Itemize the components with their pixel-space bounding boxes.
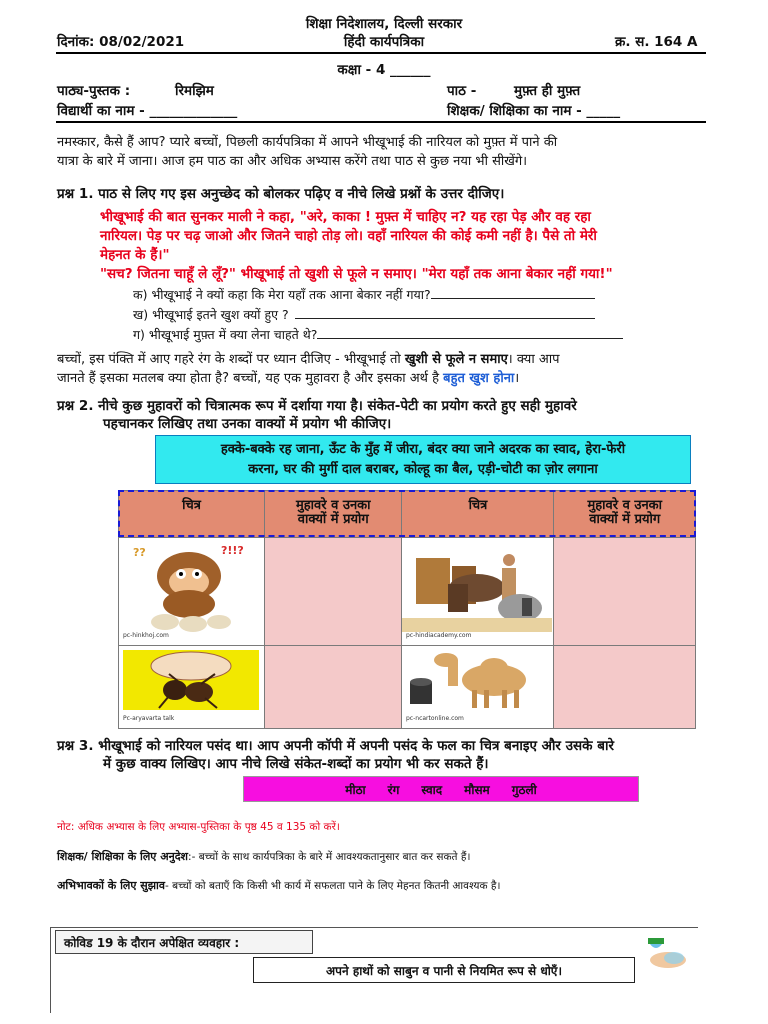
idiom-list-line: करना, घर की मुर्गी दाल बराबर, कोल्हू का बैल, एड़ी-चोटी का ज़ोर लगाना — [248, 462, 598, 477]
col-header-idiom: मुहावरे व उनका वाक्यों में प्रयोग — [264, 491, 402, 538]
picture-cell-ant — [119, 646, 265, 729]
covid-message: अपने हाथों को साबुन व पानी से नियमित रूप से धोएँ। — [253, 957, 635, 983]
picture-cell-camel — [402, 646, 554, 729]
question-c — [133, 326, 623, 343]
hint-word: मीठा — [345, 782, 366, 797]
picture-cell-monkey — [119, 538, 265, 646]
handwash-icon — [640, 936, 700, 970]
teacher-name-field: शिक्षक/ शिक्षिका का नाम - _____ — [447, 103, 621, 119]
oil-press-illustration — [402, 538, 552, 641]
monkey-illustration — [119, 538, 263, 641]
header-rule — [56, 52, 706, 54]
header-rule-2 — [56, 121, 706, 123]
lesson-label: पाठ - — [447, 83, 477, 99]
intro-line: यात्रा के बारे में जाना। आज हम पाठ का और अधिक अभ्यास करेंगे तथा पाठ से कुछ नया भी सीखेंगे। — [57, 153, 528, 169]
camel-illustration — [402, 646, 552, 724]
question-b-text: ख) भीखूभाई इतने खुश क्यों हुए ? — [133, 307, 289, 322]
intro-line: नमस्कार, कैसे हैं आप? प्यारे बच्चों, पिछली कार्यपत्रिका में आपने भीखूभाई की नारियल को मुफ़्त में पाने की — [57, 135, 558, 150]
passage-line: भीखूभाई की बात सुनकर माली ने कहा, "अरे, काका ! मुफ़्त में चाहिए न? यह रहा पेड़ और वह रहा — [100, 209, 591, 225]
dept-title: शिक्षा निदेशालय, दिल्ली सरकार — [305, 16, 463, 32]
book-name: रिमझिम — [175, 83, 214, 99]
idiom-explanation — [57, 351, 747, 388]
q1-title: प्रश्न 1. पाठ से लिए गए इस अनुच्छेद को बोलकर पढ़िए व नीचे लिखे प्रश्नों के उत्तर दीजिए। — [57, 186, 505, 202]
answer-line[interactable] — [295, 307, 595, 319]
covid-title: कोविड 19 के दौरान अपेक्षित व्यवहार : — [55, 930, 313, 954]
lesson-name: मुफ़्त ही मुफ़्त — [514, 83, 581, 99]
q2-title — [57, 397, 747, 433]
passage-line: "सच? जितना चाहूँ ले लूँ?" भीखूभाई तो खुशी से फूले न समाए। "मेरा यहाँ तक आना बेकार नहीं गया!" — [100, 266, 613, 282]
answer-line[interactable] — [431, 287, 595, 299]
image-credit: pc-hindiacademy.com — [406, 632, 472, 639]
passage-line: नारियल। पेड़ पर चढ़ जाओ और जितने चाहो तोड़ लो। वहाँ नारियल की कोई कमी नहीं है। पैसे तो मेरी — [100, 228, 597, 244]
answer-cell[interactable] — [554, 538, 696, 646]
q3-title — [57, 737, 747, 773]
parent-suggestion-text: - बच्चों को बताएँ कि किसी भी कार्य में सफलता पाने के लिए मेहनत कितनी आवश्यक है। — [165, 880, 501, 892]
idiom-list-line: हक्के-बक्के रह जाना, ऊँट के मुँह में जीरा, बंदर क्या जाने अदरक का स्वाद, हेरा-फेरी — [220, 442, 626, 457]
image-credit: pc-hinkhoj.com — [123, 632, 169, 639]
question-c-text: ग) भीखूभाई मुफ़्त में क्या लेना चाहते थे? — [133, 327, 318, 342]
q3-title-line: प्रश्न 3. भीखूभाई को नारियल पसंद था। आप अपनी कॉपी में अपनी पसंद के फल का चित्र बनाइए और उसके बारे — [57, 738, 614, 754]
idiom-highlight: खुशी से फूले न समाए — [404, 352, 508, 367]
hint-word: मौसम — [464, 782, 490, 797]
ant-illustration — [119, 646, 263, 724]
passage-line: मेहनत के हैं।" — [100, 247, 170, 263]
practice-note: नोट: अधिक अभ्यास के लिए अभ्यास-पुस्तिका के पृष्ठ 45 व 135 को करें। — [57, 821, 340, 833]
parent-suggestion-label: अभिभावकों के लिए सुझाव — [57, 879, 166, 892]
question-a-text: क) भीखूभाई ने क्यों कहा कि मेरा यहाँ तक आना बेकार नहीं गया? — [133, 287, 431, 302]
class-field: कक्षा - 4 ______ — [337, 62, 431, 78]
explain-text: । — [514, 370, 520, 386]
teacher-instruction-label: शिक्षक/ शिक्षिका के लिए अनुदेश — [57, 850, 189, 863]
question-a — [133, 286, 595, 303]
student-name-field: विद्यार्थी का नाम - _____________ — [57, 103, 238, 119]
teacher-instruction — [57, 849, 470, 864]
question-b — [133, 306, 595, 323]
svg-text:?!!?: ?!!? — [221, 544, 244, 557]
image-credit: pc-ncartonline.com — [406, 715, 465, 722]
hint-word: स्वाद — [421, 782, 443, 797]
answer-cell[interactable] — [554, 646, 696, 729]
picture-cell-ox — [402, 538, 554, 646]
subject-title: हिंदी कार्यपत्रिका — [343, 34, 425, 50]
q3-title-line: में कुछ वाक्य लिखिए। आप नीचे लिखे संकेत-शब्दों का प्रयोग भी कर सकते हैं। — [103, 756, 489, 772]
serial-number: क्र. स. 164 A — [615, 34, 698, 50]
explain-text: बच्चों, इस पंक्ति में आए गहरे रंग के शब्दों पर ध्यान दीजिए - भीखूभाई तो — [57, 352, 405, 367]
date: दिनांक: 08/02/2021 — [57, 34, 185, 50]
explain-text: । क्या आप — [507, 352, 560, 367]
idiom-table — [118, 490, 696, 729]
q2-title-line: पहचानकर लिखिए तथा उनका वाक्यों में प्रयोग भी कीजिए। — [103, 416, 392, 432]
answer-cell[interactable] — [264, 646, 402, 729]
col-header-idiom: मुहावरे व उनका वाक्यों में प्रयोग — [554, 491, 696, 538]
hint-words-box — [243, 776, 639, 802]
col-header-picture: चित्र — [119, 491, 265, 538]
explain-text: जानते हैं इसका मतलब क्या होता है? बच्चों, यह एक मुहावरा है और इसका अर्थ है — [57, 370, 444, 386]
col-header-picture: चित्र — [402, 491, 554, 538]
parent-suggestion — [57, 878, 500, 893]
intro-paragraph — [57, 134, 737, 171]
hint-word: रंग — [387, 782, 400, 797]
answer-cell[interactable] — [264, 538, 402, 646]
image-credit: Pc-aryavarta talk — [123, 715, 175, 722]
q2-title-line: प्रश्न 2. नीचे कुछ मुहावरों को चित्रात्मक रूप में दर्शाया गया है। संकेत-पेटी का प्रयोग करते हुए सही मुहावरे — [57, 398, 577, 414]
book-label: पाठ्य-पुस्तक : — [57, 83, 131, 99]
idiom-meaning: बहुत खुश होना — [443, 370, 515, 386]
teacher-instruction-text: :- बच्चों के साथ कार्यपत्रिका के बारे में आवश्यकतानुसार बात कर सकते हैं। — [188, 851, 471, 863]
svg-text:??: ?? — [133, 546, 146, 559]
q1-passage — [100, 208, 730, 284]
idiom-hint-box — [155, 435, 691, 484]
hint-word: गुठली — [511, 782, 537, 797]
answer-line[interactable] — [317, 327, 623, 339]
